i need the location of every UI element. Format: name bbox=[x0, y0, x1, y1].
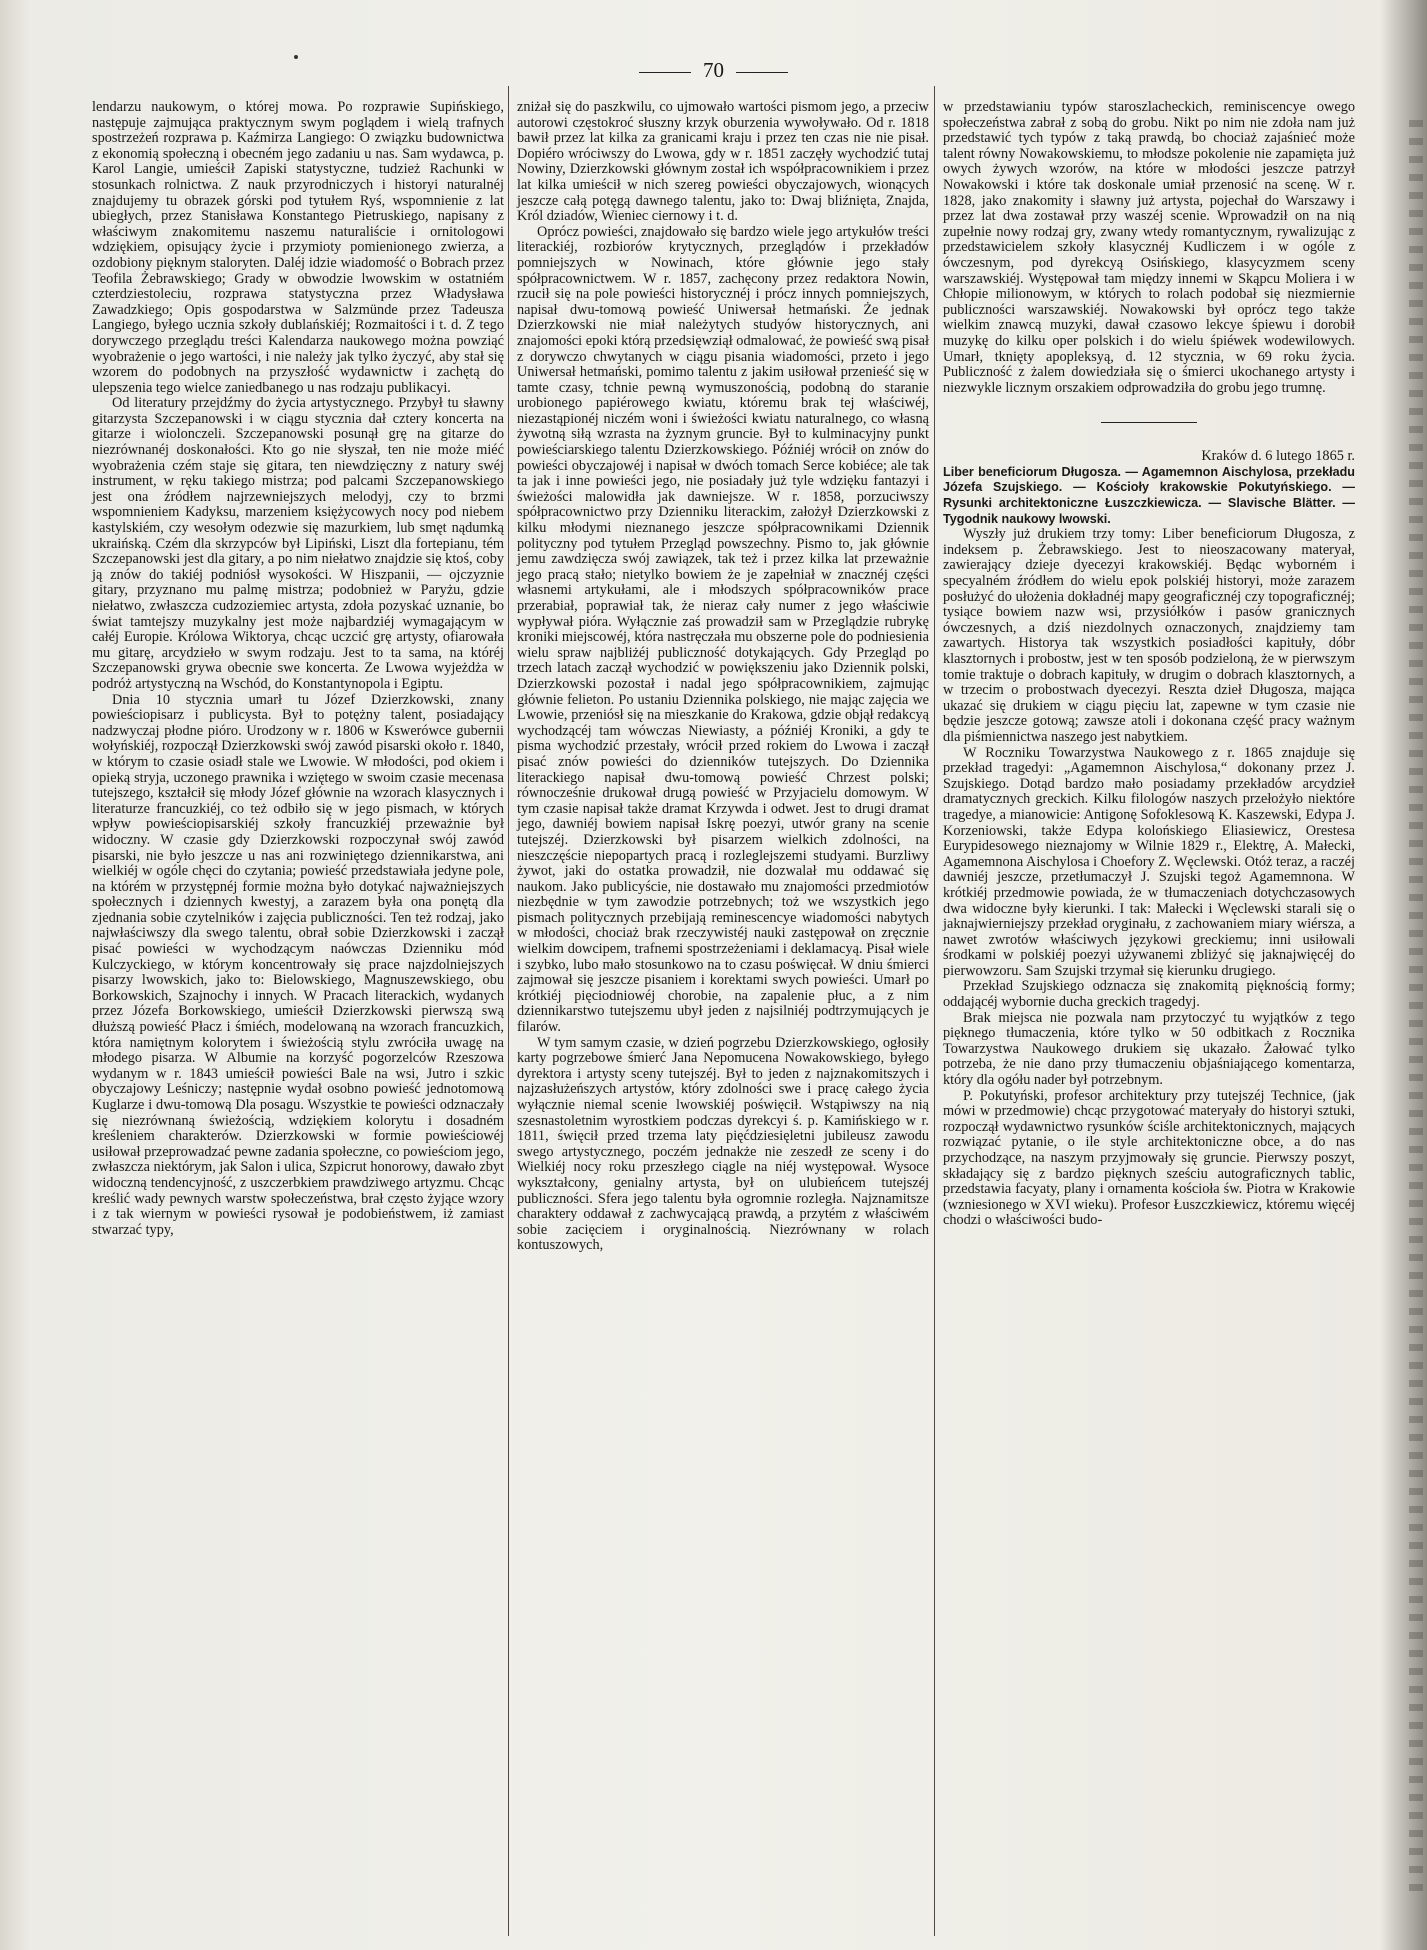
dateline: Kraków d. 6 lutego 1865 r. bbox=[1201, 448, 1355, 465]
page-edge-shadow bbox=[1409, 120, 1423, 1900]
paragraph: Wyszły już drukiem trzy tomy: Liber beneficiorum Długosza, z indeksem p. Żebrawskiego. Jest to nieoszacowany materyał, zawierający dzieje dyecezyi krakowskiéj. Będąc wyborném i specyalném źródłem do wielu epok polskiéj historyi, może zarazem posłużyć do ułożenia dokładnéj mapy geograficznéj czy topograficznéj; tysiące bowiem nazw wsi, przysiółków i pasów granicznych ówczesnych, a dziś niezdolnych oznaczonych, znajdziemy tam zawartych. Historya tak wszystkich posiadłości kapituły, dóbr klasztornych i probostw, jest w ten sposób podzieloną, że w pierwszym tomie traktuje o dobrach kapituły, w drugim o dobrach klasztornych, a w trzecim o probostwach dyecezyi. Reszta dzieł Długosza, mająca ukazać się drukiem w ciągu pięciu lat, zapewne w tym czasie nie będzie jeszcze gotową; zawsze atoli i dokonana część pracy ważnym dla piśmiennictwa naszego jest nabytkiem. bbox=[943, 526, 1355, 745]
page-number-text: 70 bbox=[703, 58, 724, 82]
column-2 bbox=[517, 100, 929, 1254]
paragraph: Przekład Szujskiego odznacza się znakomitą pięknością formy; oddającéj wybornie ducha greckich tragedyj. bbox=[943, 978, 1355, 1011]
paragraph: W Roczniku Towarzystwa Naukowego z r. 1865 znajduje się przekład tragedyi: „Agamemnon Aischylosa,“ dokonany przez J. Szujskiego. Dotąd bardzo mało posiadamy przekładów arcydzieł dramatycznych greckich. Kilku filologów naszych przełożyło niektóre tragedye, a mianowicie: Antigonę Sofoklesową K. Kaszewski, Edypa J. Korzeniowski, także Edypa kolońskiego Eliasiewicz, Orestesa Eurypidesowego nieznajomy w Wilnie 1829 r., Elektrę, A. Małecki, Agamemnona Aischylosa i Choefory Z. Węclewski. Otóż teraz, a raczéj dawniéj jeszcze, przetłumaczył J. Szujski tegoż Agamemnona. W krótkiéj przedmowie powiada, że w tłumaczeniach dotychczasowych dwa widoczne były kierunki. I tak: Małecki i Węclewski starali się o jaknajwierniejszy przekład oryginału, z zachowaniem miary wiérsza, a nawet zwrotów właściwych językowi greckiemu; inni usiłowali środkami w polskiéj poezyi używanemi zbliżyć się jaknajwięcéj do pierwowzoru. Sam Szujski trzymał się kierunku drugiego. bbox=[943, 744, 1355, 979]
paragraph: Brak miejsca nie pozwala nam przytoczyć tu wyjątków z tego pięknego tłumaczenia, które tylko w 50 odbitkach z Rocznika Towarzystwa Naukowego drukiem się ukazało. Żałować tylko potrzeba, że nie dano przy tłumaczeniu objaśniającego komentarza, który dla ogółu nader był potrzebnym. bbox=[943, 1009, 1355, 1089]
paragraph: Oprócz powieści, znajdowało się bardzo wiele jego artykułów treści literackiéj, rozbiorów krytycznych, przeglądów i przekładów pomniejszych w Nowinach, które głównie jego stały spółpracownictwem. W r. 1857, zachęcony przez redaktora Nowin, rzucił się na pole powieści historycznéj i prócz innych pomniejszych, napisał dwu-tomową powieść Uniwersał hetmański. Że jednak Dzierzkowski nie miał należytych studyów historycznych, ani znajomości epoki którą przedsięwziął odmalować, że powieść swą pisał z dorywczo chwytanych w ciągu pisania wiadomości, przeto i jego Uniwersał hetmański, pomimo talentu z jakim usiłował przenieść się w tamte czasy, tchnie pewną wymuszonością, podobną do staranie urobionego papiérowego kwiatu, któremu brak tej właściwéj, niezastąpionéj niczém woni i świeżości kwiatu naturalnego, co własną żywotną siłą wzrasta na żyznym gruncie. Był to kulminacyjny punkt powieściarskiego talentu Dzierzkowskiego. Późniéj wrócił on znów do powieści obyczajowéj i napisał w dwóch tomach Serce kobiéce; ale tak ta jak i inne powieści jego, nie posiadały już tyle wdzięku fantazyi i świeżości malowidła jak dawniejsze. W r. 1858, porzuciwszy spółpracownictwo przy Dzienniku literackim, założył Dzierzkowski z kilku młodymi nieznanego jeszcze spółpracownikami Dziennik polityczny pod tytułem Przegląd powszechny. Pismo to, jak głównie jemu zawdzięcza swój zawiązek, tak też i przez kilka lat przeważnie jego pracą stało; nietylko bowiem że je zapełniał w znacznéj części własnemi artykułami, ale i młodszych spółpracowników prace przerabiał, poprawiał tak, że nieraz cały numer z jego właściwie wypływał pióra. Wyłącznie zaś prowadził sam w Przeglądzie rubrykę kroniki miejscowéj, która nastręczała mu obszerne pole do podniesienia wielu spraw najbliżéj publiczność dotykających. Gdy Przegląd po trzech latach zaczął wychodzić w powiększeniu jako Dziennik polski, Dzierzkowski pozostał i nadal jego spółpracownikiem, zajmując głównie felieton. Po ustaniu Dziennika polskiego, nie mając zajęcia we Lwowie, przeniósł się na mieszkanie do Krakowa, gdzie objął redakcyą wychodzącéj tam wówczas Niewiasty, a późniéj Kroniki, a gdy te pisma wychodzić przestały, wrócił przed rokiem do Lwowa i zaczął pisać znów powieści do dzienników tutejszych. Do Dziennika literackiego napisał dwu-tomową powieść Chrzest polski; równocześnie drukował drugą powieść w Przyjacielu domowym. W tym czasie napisał także dramat Krzywda i odwet. Jest to drugi dramat jego, dawniéj bowiem napisał Iskrę poezyi, utwór grany na scenie tutejszéj. Dzierzkowski był pisarzem wielkich zdolności, na nieszczęście niepopartych pracą i rozleglejszemi studyami. Burzliwy żywot, jaki do ostatka prowadził, nie dozwalał mu oddawać się naukom. Jako publicyście, nie dostawało mu znajomości przedmiotów niezbędnie w tym zawodzie potrzebnych; toż we wszystkich jego pismach politycznych przebijają reminescencye wiadomości nabytych w młodości, chociaż brak rzeczywistéj nauki zastępował on zręcznie wielkim dowcipem, trafnemi spostrzeżeniami i deklamacyą. Pisał wiele i szybko, lubo mało stosunkowo na to czasu poświęcał. W dniu śmierci zajmował się jeszcze pisaniem i korektami swych powieści. Umarł po krótkiéj pięciodniowéj chorobie, na zapalenie płuc, a z nim dziennikarstwo tutejszemu ubył jeden z najsilniéj podtrzymujących je filarów. bbox=[517, 223, 929, 1036]
page-number bbox=[0, 58, 1427, 83]
section-separator bbox=[1101, 422, 1197, 423]
column-3 bbox=[943, 100, 1355, 1229]
column-rule-left bbox=[508, 86, 509, 1936]
paragraph: zniżał się do paszkwilu, co ujmowało wartości pismom jego, a przeciw autorowi częstokroć słuszny krzyk oburzenia wywoływało. Od r. 1818 bawił przez lat kilka za granicami kraju i przez ten czas nie nie pisał. Dopiéro wróciwszy do Lwowa, gdy w r. 1851 zaczęły wychodzić tutaj Nowiny, Dzierzkowski głównym został ich współpracownikiem i przez lat kilka umieścił w nich szereg powieści obyczajowych, wionących jeszcze całą potęgą dawnego talentu, jako to: Dwaj bliźnięta, Znajda, Król dziadów, Wieniec ciernowy i t. d. bbox=[517, 99, 929, 225]
paragraph: Dnia 10 stycznia umarł tu Józef Dzierzkowski, znany powieściopisarz i publicysta. Był to potężny talent, posiadający nadzwyczaj płodne pióro. Urodzony w r. 1806 w Kswerówce gubernii wołyńskiéj, rozpoczął Dzierzkowski swój zawód pisarski około r. 1840, w którym to czasie osiadł stale we Lwowie. W młodości, pod okiem i opieką stryja, uczonego prawnika i wziętego w swoim czasie mecenasa tutejszego, kształcił się młody Józef głównie na wzorach klasycznych i literaturze francuzkiéj, co też odbiło się w jego pismach, w których wpływ powieściopisarskiéj szkoły francuzkiéj przeważnie był widoczny. W czasie gdy Dzierzkowski rozpoczynał swój zawód pisarski, nie było jeszcze u nas ani rozwiniętego dziennikarstwa, ani wielkiéj w ogóle chęci do czytania; powieść przedstawiała jedyne pole, na którém w przystępnéj formie można było dotykać najważniejszych społecznych i dziennych kwestyj, a zarazem była ona ponętą dla zjednania sobie czytelników i zajęcia publiczności. Ten też rodzaj, jako najwłaściwszy dla swego talentu, obrał sobie Dzierzkowski i zaczął pisać powieści w wychodzącym naówczas Dzienniku mód Kulczyckiego, w którym koncentrowały się prace najzdolniejszych pisarzy lwowskich, jako to: Bielowskiego, Magnuszewskiego, obu Borkowskich, Szajnochy i innych. W Pracach literackich, wydanych przez Józefa Borkowskiego, umieścił Dzierzkowski pierwszą swą dłuższą powieść Płacz i śmiéch, modelowaną na wzorach francuzkich, która namiętnym kolorytem i świeżością stylu zwróciła uwagę na młodego pisarza. W Albumie na korzyść pogorzelców Rzeszowa wydanym w r. 1843 umieścił powieści Bale na wsi, Jutro i szkic obyczajowy Leśniczy; następnie wydał osobno powieść jednotomową Kuglarze i dwu-tomową Dla posagu. Wszystkie te powieści odznaczały się niezrównaną świeżością, wdziękiem kolorytu i dosadném kreśleniem charakterów. Dzierzkowski w formie powieściowéj usiłował przeprowadzać pewne zadania społeczne, co powieściom jego, zwłaszcza niektórym, jak Salon i ulica, Szpicrut honorowy, dawało zbyt widoczną tendencyjność, z uszczerbkiem prawdziwego artyzmu. Chcąc kreślić wady pewnych warstw społeczeństwa, brał często żyjące wzory i z tak wiernym w powieści rysował je podobieństwem, iż zamiast stwarzać typy, bbox=[92, 691, 504, 1238]
column-1 bbox=[92, 100, 504, 1238]
paragraph: lendarzu naukowym, o której mowa. Po rozprawie Supińskiego, następuje zajmująca praktycznym swym poglądem i wielą trafnych spostrzeżeń rozprawa p. Kaźmirza Langiego: O związku budownictwa z ekonomią społeczną i obecném jego zadaniu u nas. Sam wydawca, p. Karol Langie, umieścił Zapiski statystyczne, tudzież Rachunki w stosunkach rolnictwa. Z nauk przyrodniczych i historyi naturalnéj znajdujemy tu obrazek górski pod tytułem Ryś, wspomnienie z lat ubiegłych, przez Stanisława Konstantego Pietruskiego, napisany z właściwym znakomitemu naszemu naturaliście i ornitologowi wdziękiem, opisujący życie i przymioty pomienionego zwierza, a ozdobiony pięknym staloryten. Daléj idzie wiadomość o Bobrach przez Teofila Żebrawskiego; Grady w obwodzie lwowskim w ostatniém czterdziestoleciu, rozprawa statystyczna przez Władysława Zawadzkiego; Opis gospodarstwa w Salzmünde przez Tadeusza Langiego, byłego ucznia szkoły dublańskiéj; Rozmaitości i t. d. Z tego dorywczego przeglądu treści Kalendarza naukowego można powziąć wyobrażenie o jego wartości, i nie należy jak tylko życzyć, aby stał się wzorem do podobnych na przyszłość wydawnictw i zachętą do ulepszenia tego wielce zaniedbanego u nas rodzaju publikacyi. bbox=[92, 99, 504, 396]
page-number-dash-right bbox=[736, 72, 788, 73]
paragraph: w przedstawianiu typów staroszlacheckich, reminiscencye owego społeczeństwa zabrał z sobą do grobu. Nikt po nim nie zdoła nam już przedstawić tych typów z taką prawdą, bo chociaż zajaśnieć może talent równy Nowakowskiemu, to młodsze pokolenie nie zapamięta już owych żywych wzorów, na które w młodości jeszcze patrzył Nowakowski i które tak doskonale umiał przenosić na scenę. W r. 1828, jako znakomity i sławny już artysta, pojechał do Warszawy i przez lat dwa zostawał przy waszéj scenie. Wprowadził on na nią zupełnie nowy rodzaj gry, zwany wtedy romantycznym, rywalizując z przedstawicielem szkoły klasycznéj Kudliczem i w ogóle z ówczesnym, pod dyrekcyą Osińskiego, klasycyzmem sceny warszawskiéj. Występował tam między innemi w Skąpcu Moliera i w Chłopie milionowym, w których to rolach podobał się niezmiernie publiczności warszawskiéj. Nowakowski był oprócz tego także wielkim znawcą muzyki, dawał czasowo lekcye śpiewu i dorobił muzykę do kilku oper polskich i do wielu śpiéwek wodewilowych. Umarł, tknięty apopleksyą, d. 12 stycznia, w 69 roku życia. Publiczność z żalem dowiedziała się o śmierci ukochanego artysty i niezwykle licznym orszakiem odprowadziła do grobu jego trumnę. bbox=[943, 99, 1355, 396]
section-heading: Liber beneficiorum Długosza. — Agamemnon Aischylosa, przekładu Józefa Szujskiego. — Kościoły krakowskie Pokutyńskiego. — Rysunki architektoniczne Łuszczkiewicza. — Slavische Blätter. — Tygodnik naukowy lwowski. bbox=[943, 464, 1355, 526]
column-rule-right bbox=[934, 86, 935, 1936]
paragraph: P. Pokutyński, profesor architektury przy tutejszéj Technice, (jak mówi w przedmowie) chcąc przygotować materyały do historyi sztuki, rozpoczął wydawnictwo rysunków ściśle architektonicznych, mających rozwiązać pytanie, o ile style architektoniczne obce, a do nas przychodzące, na naszym przyjmowały się gruncie. Pierwszy poszyt, składający się z bardzo pięknych sześciu autograficznych tablic, przedstawia facyaty, plany i ornamenta kościoła św. Piotra w Krakowie (wzniesionego w XVI wieku). Profesor Łuszczkiewicz, któremu więcéj chodzi o właściwości budo- bbox=[943, 1087, 1355, 1229]
paragraph: Od literatury przejdźmy do życia artystycznego. Przybył tu sławny gitarzysta Szczepanowski i w ciągu stycznia dał cztery koncerta na gitarze i wiolonczeli. Szczepanowski posunął grę na gitarze do niezrównanéj doskonałości. Kto go nie słyszał, ten nie może miéć wyobrażenia czém staje się gitara, ten niewdzięczny z natury swéj instrument, w ręku takiego mistrza; pod palcami Szczepanowskiego jest ona źródłem najrzewniejszych melodyj, czy to brzmi wspomnieniem Kadyksu, marzeniem księżycowych nocy pod niebem kastylskiém, czy wesołym odezwie się mazurkiem, lub smęt nądumką ukraińską. Czém dla skrzypców był Lipiński, Liszt dla fortepianu, tém Szczepanowski jest dla gitary, a po nim niełatwo znajdzie się ktoś, coby ją znów do takiéj podniósł wysokości. W Hiszpanii, — ojczyznie gitary, przyznano mu palmę mistrza; podobnież w Paryżu, gdzie niełatwo, zwłaszcza cudzoziemiec artysta, zdoła pozyskać uznanie, bo świat tamtejszy muzykalny jest może najbardziéj wymagającym w całéj Europie. Królowa Wiktorya, chcąc uczcić grę artysty, ofiarowała mu gitarę, arcydzieło w swym rodzaju. Jest to ta sama, na któréj Szczepanowski grywa obecnie swe koncerta. Ze Lwowa wyjeżdża w podróż artystyczną na Wschód, do Konstantynopola i Egiptu. bbox=[92, 395, 504, 692]
paragraph: W tym samym czasie, w dzień pogrzebu Dzierzkowskiego, ogłosiły karty pogrzebowe śmierć Jana Nepomucena Nowakowskiego, byłego dyrektora i artysty sceny tutejszéj. Był to jeden z najznakomitszych i najzasłużeńszych artystów, który zdolności swe i pracę całego życia wyłącznie niemal scenie lwowskiéj poświęcił. Wstąpiwszy na nią szesnastoletnim wyrostkiem podczas dyrekcyi ś. p. Kamińskiego w r. 1811, święcił przed trzema laty pięćdziesięletni jubileusz zawodu swego artystycznego, poczém jednakże nie zeszedł ze sceny i do Wielkiéj nocy roku przeszłego ciągle na niéj występował. Wysoce wykształcony, genialny artysta, był on ulubieńcem tutejszéj publiczności. Sfera jego talentu była ogromnie rozległa. Najznamitsze charaktery oddawał z zachwycającą prawdą, a przytém z właściwém sobie zacięciem i oryginalnością. Niezrównany w rolach kontuszowych, bbox=[517, 1034, 929, 1254]
page-number-dash-left bbox=[639, 72, 691, 73]
